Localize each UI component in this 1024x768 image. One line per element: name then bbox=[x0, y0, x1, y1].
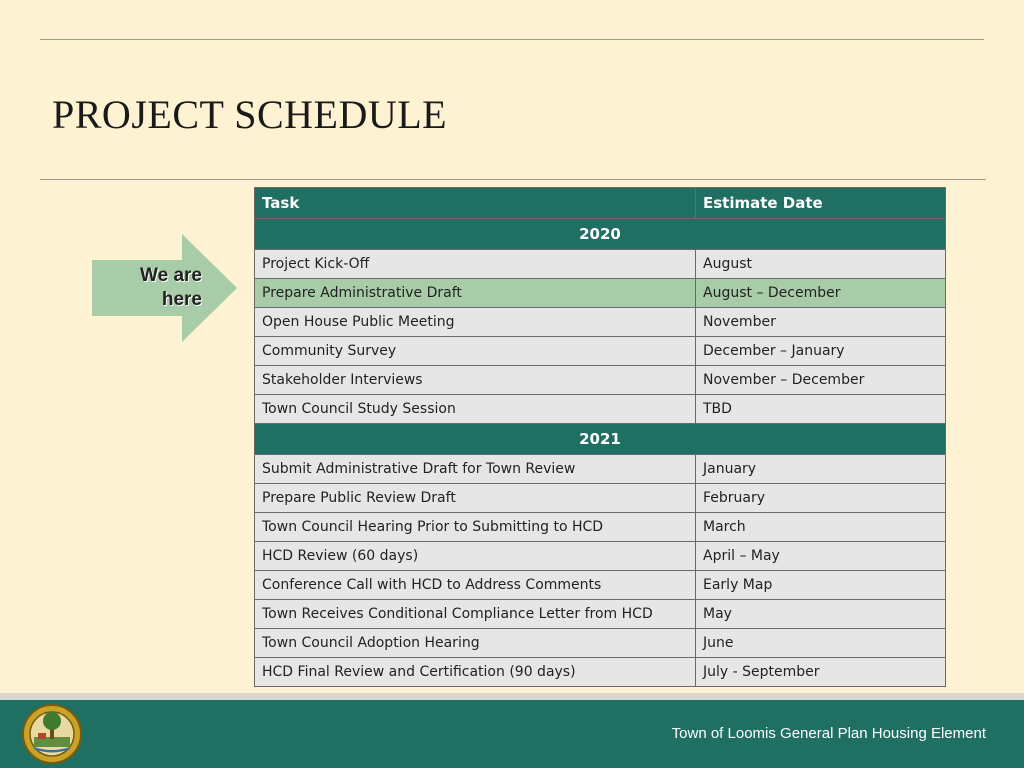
date-cell: November – December bbox=[696, 366, 946, 395]
year-label: 2021 bbox=[255, 424, 946, 455]
callout-line-1: We are bbox=[140, 265, 202, 286]
callout-line-2: here bbox=[161, 289, 202, 310]
task-cell: Town Council Study Session bbox=[255, 395, 696, 424]
task-cell: Project Kick-Off bbox=[255, 250, 696, 279]
task-cell: Open House Public Meeting bbox=[255, 308, 696, 337]
table-row bbox=[255, 484, 946, 513]
year-row bbox=[255, 219, 946, 250]
date-cell: June bbox=[696, 629, 946, 658]
table-row bbox=[255, 250, 946, 279]
table-row bbox=[255, 571, 946, 600]
task-cell: Town Council Hearing Prior to Submitting to HCD bbox=[255, 513, 696, 542]
task-cell: Town Receives Conditional Compliance Letter from HCD bbox=[255, 600, 696, 629]
task-cell: Submit Administrative Draft for Town Review bbox=[255, 455, 696, 484]
table-row bbox=[255, 542, 946, 571]
we-are-here-callout bbox=[100, 264, 202, 312]
table-row bbox=[255, 366, 946, 395]
date-cell: May bbox=[696, 600, 946, 629]
task-cell: Town Council Adoption Hearing bbox=[255, 629, 696, 658]
year-row bbox=[255, 424, 946, 455]
task-cell: Conference Call with HCD to Address Comments bbox=[255, 571, 696, 600]
table-row bbox=[255, 658, 946, 687]
task-cell: Stakeholder Interviews bbox=[255, 366, 696, 395]
header-task: Task bbox=[255, 188, 696, 219]
date-cell: January bbox=[696, 455, 946, 484]
date-cell: March bbox=[696, 513, 946, 542]
table-header-row bbox=[255, 188, 946, 219]
schedule-table bbox=[254, 187, 946, 687]
date-cell: November bbox=[696, 308, 946, 337]
table-row-current bbox=[255, 279, 946, 308]
top-divider bbox=[40, 39, 984, 40]
table-row bbox=[255, 308, 946, 337]
date-cell: April – May bbox=[696, 542, 946, 571]
table-row bbox=[255, 337, 946, 366]
schedule-body bbox=[255, 219, 946, 687]
town-seal-logo-icon bbox=[22, 703, 82, 765]
task-cell: Community Survey bbox=[255, 337, 696, 366]
title-divider bbox=[40, 179, 986, 180]
table-row bbox=[255, 629, 946, 658]
task-cell: Prepare Public Review Draft bbox=[255, 484, 696, 513]
footer-divider bbox=[0, 693, 1024, 700]
table-row bbox=[255, 395, 946, 424]
footer-title: Town of Loomis General Plan Housing Element bbox=[671, 725, 986, 742]
task-cell: HCD Final Review and Certification (90 days) bbox=[255, 658, 696, 687]
date-cell: July - September bbox=[696, 658, 946, 687]
date-cell: TBD bbox=[696, 395, 946, 424]
year-label: 2020 bbox=[255, 219, 946, 250]
date-cell: August bbox=[696, 250, 946, 279]
date-cell: Early Map bbox=[696, 571, 946, 600]
task-cell: HCD Review (60 days) bbox=[255, 542, 696, 571]
table-row bbox=[255, 600, 946, 629]
table-row bbox=[255, 513, 946, 542]
table-row bbox=[255, 455, 946, 484]
task-cell: Prepare Administrative Draft bbox=[255, 279, 696, 308]
date-cell: December – January bbox=[696, 337, 946, 366]
page-title: PROJECT SCHEDULE bbox=[52, 92, 448, 137]
header-estimate-date: Estimate Date bbox=[696, 188, 946, 219]
date-cell: August – December bbox=[696, 279, 946, 308]
date-cell: February bbox=[696, 484, 946, 513]
